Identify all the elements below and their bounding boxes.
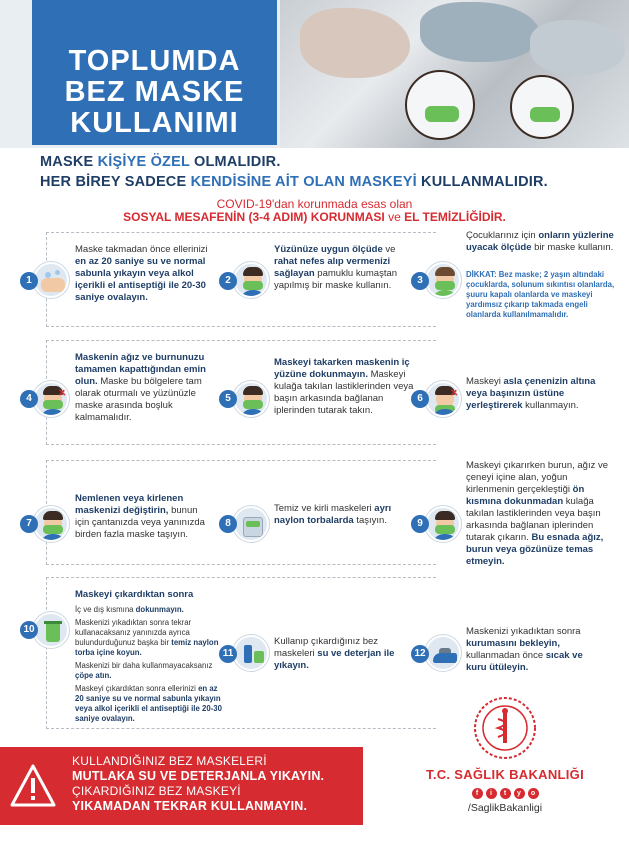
step-7-text: Nemlenen veya kirlenen maskenizi değiştirin, bunun için çantanızda veya yanınızda birden fazla maske taşıyın. xyxy=(75,493,205,540)
step-number: 11 xyxy=(219,645,237,663)
title-line-1: TOPLUMDA xyxy=(68,45,241,77)
social-links xyxy=(410,788,600,799)
person-wearing-mask-icon xyxy=(510,75,574,139)
fabric-mask-image xyxy=(530,20,625,75)
step-number: 1 xyxy=(20,272,38,290)
step-2-text: Yüzünüze uygun ölçüde ve rahat nefes alıp vermenizi sağlayan pamuklu kumaştan yapılmış bir maske kullanın. xyxy=(274,244,398,291)
step-number: 3 xyxy=(411,272,429,290)
intro-line-1: MASKE KİŞİYE ÖZEL OLMALIDIR. xyxy=(40,154,281,170)
step-8-text: Temiz ve kirli maskeleri ayrı naylon torbalarda taşıyın. xyxy=(274,503,392,526)
step-6-text: Maskeyi asla çenenizin altına veya başınızın üstüne yerleştirerek kullanmayın. xyxy=(466,376,596,411)
removing-mask-icon xyxy=(425,506,461,542)
step-number: 4 xyxy=(20,390,38,408)
fabric-mask-image xyxy=(420,2,540,62)
facebook-icon[interactable]: f xyxy=(472,788,483,799)
step-10-text: Maskeyi çıkardıktan sonra İç ve dış kısmına dokunmayın. Maskenizi yıkadıktan sonra tekrar kullanacaksanız yanınızda ayrıca bulundurduğunuz başka bir temiz naylon torba içine koyun. Maskenizi bir daha kullanmayacaksanız çöpe atın. Maskeyi çıkardıktan sonra ellerinizi en az 20 saniye su ve normal sabunla yıkayın veya alkol içerikli el antiseptiği ile 20-30 saniye ovalayın. xyxy=(75,589,222,723)
step-number: 6 xyxy=(411,390,429,408)
title-line-2: BEZ MASKE xyxy=(64,76,245,108)
social-handle: /SaglikBakanligi xyxy=(467,802,543,814)
warning-line-3: ÇIKARDIĞINIZ BEZ MASKEYİ xyxy=(72,784,241,798)
step-1-text: Maske takmadan önce ellerinizi en az 20 saniye su ve normal sabunla yıkayın veya alkol içerikli el antiseptiği ile 20-30 saniye ovalayın. xyxy=(75,244,208,303)
intro-text xyxy=(40,152,600,192)
fabric-mask-image xyxy=(300,8,410,78)
hand-washing-icon xyxy=(33,262,69,298)
step-3-text: Çocuklarınız için onların yüzlerine uyacak ölçüde bir maske kullanın. xyxy=(466,230,614,253)
instagram-icon[interactable]: i xyxy=(486,788,497,799)
title-box xyxy=(32,0,277,145)
step-number: 8 xyxy=(219,515,237,533)
washing-detergent-icon xyxy=(233,635,269,671)
step-number: 9 xyxy=(411,515,429,533)
ministry-branding xyxy=(410,695,600,814)
person-wearing-mask-icon xyxy=(233,262,269,298)
mask-fit-check-icon: ✕ xyxy=(33,381,69,417)
step-number: 12 xyxy=(411,645,429,663)
change-mask-icon xyxy=(33,506,69,542)
intro-subtitle-1: COVID-19'dan korunmada esas olan xyxy=(216,197,413,211)
step-3-warning: DİKKAT: Bez maske; 2 yaşın altındaki çocuklarda, solunum sıkıntısı olanlarda, şuuru kapalı olanlarda ve maskeyi yardımsız çıkarıp takmada engeli olanlarda kullanılmamalıdır. xyxy=(466,270,615,319)
step-number: 5 xyxy=(219,390,237,408)
step-12-text: Maskenizi yıkadıktan sonra kurumasını bekleyin, kullanmadan önce sıcak ve kuru ütüleyin. xyxy=(466,626,583,673)
intro-subtitle-2: SOSYAL MESAFENİN (3-4 ADIM) KORUNMASI ve EL TEMİZLİĞİDİR. xyxy=(123,210,506,224)
iron-icon xyxy=(425,635,461,671)
ministry-logo-icon xyxy=(472,695,538,761)
warning-line-4: YIKAMADAN TEKRAR KULLANMAYIN. xyxy=(72,799,308,813)
step-number: 2 xyxy=(219,272,237,290)
step-9-text: Maskeyi çıkarırken burun, ağız ve çeneyi içine alan, yoğun kirlenmenin gerçekleştiği ön kısmına dokunmadan kulağa takılan lastiklerinden veya başın arkasında bağlanan iplerinden tutarak çıkarın. Bu esnada ağız, burun veya gözünüze temas etmeyin. xyxy=(466,460,609,567)
washing-warning-banner xyxy=(0,747,363,825)
other-social-icon[interactable]: o xyxy=(528,788,539,799)
step-5-text: Maskeyi takarken maskenin iç yüzüne dokunmayın. Maskeyi kulağa takılan lastiklerinden veya başın arkasında bağlanan iplerinden tutarak takın. xyxy=(274,357,414,416)
mask-under-chin-icon: ✕ xyxy=(425,381,461,417)
step-number: 7 xyxy=(20,515,38,533)
header-banner xyxy=(0,0,629,148)
header-photo xyxy=(280,0,629,148)
person-putting-on-mask-icon xyxy=(233,381,269,417)
twitter-icon[interactable]: t xyxy=(500,788,511,799)
child-wearing-mask-icon xyxy=(425,262,461,298)
youtube-icon[interactable]: y xyxy=(514,788,525,799)
intro-line-2: HER BİREY SADECE KENDİSİNE AİT OLAN MASKEYİ KULLANMALIDIR. xyxy=(40,174,548,190)
title-line-3: KULLANIMI xyxy=(70,107,239,139)
step-4-text: Maskenin ağız ve burnunuzu tamamen kapattığından emin olun. Maske bu bölgelere tam olarak oturmalı ve yüzünüzle maske arasında boşluk kalmamalıdır. xyxy=(75,352,206,423)
trash-bin-icon xyxy=(33,612,69,648)
warning-triangle-icon xyxy=(10,763,56,809)
ministry-name: T.C. SAĞLIK BAKANLIĞI xyxy=(426,767,584,782)
person-wearing-mask-icon xyxy=(405,70,475,140)
warning-line-1: KULLANDIĞINIZ BEZ MASKELERİ xyxy=(72,754,267,768)
warning-line-2: MUTLAKA SU VE DETERJANLA YIKAYIN. xyxy=(72,769,325,783)
step-number: 10 xyxy=(20,621,38,639)
step-11-text: Kullanıp çıkardığınız bez maskeleri su ve deterjan ile yıkayın. xyxy=(274,636,395,671)
plastic-bag-icon xyxy=(233,506,269,542)
